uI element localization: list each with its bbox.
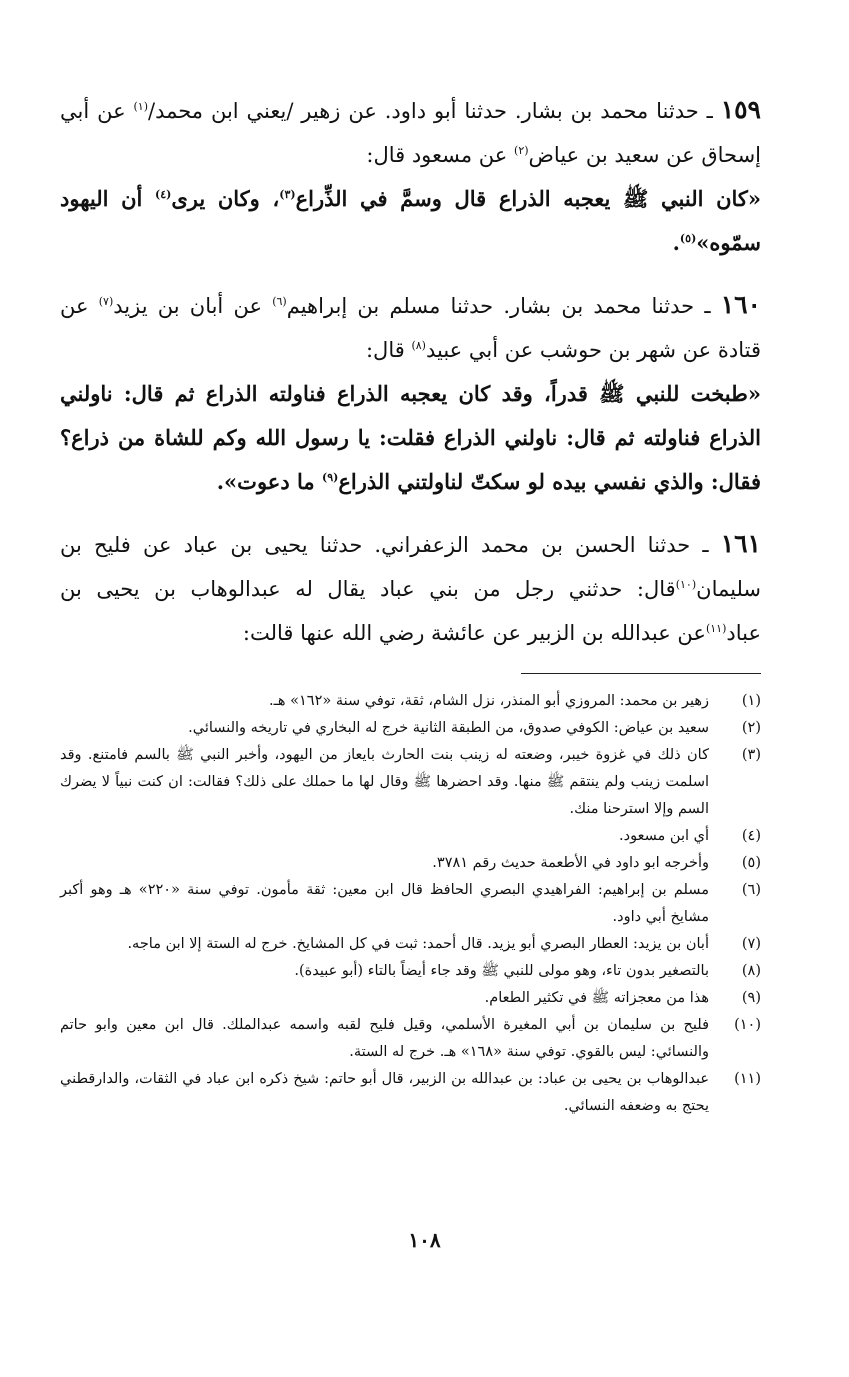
main-text — [60, 88, 761, 655]
footnote — [60, 958, 761, 985]
chain-text: عن أبان بن يزيد — [113, 294, 273, 318]
hadith-161 — [60, 522, 761, 655]
hadith-number: ١٥٩ — [720, 95, 761, 124]
footnote-number: (٧) — [741, 936, 761, 952]
footnote-text: زهير بن محمد: المروزي أبو المنذر، نزل الشام، ثقة، توفي سنة «١٦٢» هـ. — [269, 693, 709, 709]
footnote — [60, 742, 761, 823]
footnote-text: أبان بن يزيد: العطار البصري أبو يزيد. قال أحمد: ثبت في كل المشايخ. خرج له الستة إلا ابن ماجه. — [127, 936, 709, 952]
hadith-matn — [60, 372, 761, 504]
separator: ـ — [690, 533, 721, 557]
footnote-ref: (٢) — [514, 144, 529, 157]
footnote-text: مسلم بن إبراهيم: الفراهيدي البصري الحافظ قال ابن معين: ثقة مأمون. توفي سنة «٢٢٠» هـ وهو أكبر مشايخ أبي داود. — [60, 882, 710, 925]
footnote-number: (٢) — [741, 720, 761, 736]
hadith-number: ١٦٠ — [720, 290, 761, 319]
chain-text: عن قتادة عن شهر بن حوشب عن أبي عبيد — [60, 294, 761, 362]
footnotes — [60, 688, 761, 1120]
footnote-number: (١١) — [734, 1071, 761, 1087]
footnote-text: سعيد بن عياض: الكوفي صدوق، من الطبقة الثانية خرج له البخاري في تاريخه والنسائي. — [188, 720, 709, 736]
chain-text: حدثنا الحسن بن محمد الزعفراني. حدثنا يحيى بن عباد عن فليح بن سليمان — [60, 533, 761, 601]
footnote-ref: (٣) — [279, 188, 296, 201]
footnote — [60, 688, 761, 715]
hadith-chain — [60, 522, 761, 655]
matn-text: أن اليهود سمّوه» — [60, 186, 761, 255]
footnote-text: عبدالوهاب بن يحيى بن عباد: بن عبدالله بن الزبير، قال أبو حاتم: شيخ ذكره ابن عباد في الثقات، والدارقطني يحتج به وضعفه النسائي. — [60, 1071, 709, 1114]
matn-text: «طبخت للنبي ﷺ قدراً، وقد كان يعجبه الذراع فناولته الذراع ثم قال: ناولني الذراع فناولته ثم قال: ناولني الذراع فقلت: يا رسول الله وكم للشاة من ذراع؟ فقال: والذي نفسي بيده لو سكتّ لناولتني الذراع — [60, 381, 761, 494]
chain-text: عن مسعود قال: — [366, 143, 515, 167]
matn-text: «كان النبي ﷺ يعجبه الذراع قال وسمَّ في الذِّراع — [295, 186, 762, 211]
footnote-ref: (٩) — [321, 471, 339, 484]
separator: ـ — [698, 99, 721, 123]
footnote-text: وأخرجه ابو داود في الأطعمة حديث رقم ٣٧٨١. — [432, 855, 709, 871]
footnote-text: فليح بن سليمان بن أبي المغيرة الأسلمي، وقيل فليح لقبه واسمه عبدالملك. قال ابن معين وابو حاتم والنسائي: ليس بالقوي. توفي سنة «١٦٨» هـ. خرج له الستة. — [60, 1017, 709, 1060]
footnote-text: هذا من معجزاته ﷺ في تكثير الطعام. — [484, 990, 709, 1006]
footnote — [60, 823, 761, 850]
matn-text: . — [672, 230, 680, 255]
footnote-text: أي ابن مسعود. — [619, 828, 709, 844]
matn-text: ، وكان يرى — [171, 186, 280, 211]
chain-text: حدثنا محمد بن بشار. حدثنا أبو داود. عن زهير /يعني ابن محمد/ — [148, 99, 699, 123]
footnote — [60, 715, 761, 742]
footnote-ref: (١٠) — [675, 578, 697, 591]
separator: ـ — [694, 294, 721, 318]
hadith-159 — [60, 88, 761, 265]
hadith-number: ١٦١ — [720, 529, 761, 558]
footnote-number: (٩) — [741, 990, 761, 1006]
footnote — [60, 931, 761, 958]
hadith-matn — [60, 177, 761, 265]
footnote-ref: (٤) — [154, 188, 172, 201]
footnote-number: (١) — [741, 693, 761, 709]
footnote — [60, 850, 761, 877]
chain-text: عن أبي إسحاق عن سعيد بن عياض — [60, 99, 761, 167]
footnote-number: (٣) — [741, 747, 761, 763]
hadith-chain — [60, 88, 761, 177]
footnote-ref: (١) — [133, 100, 149, 113]
footnote — [60, 1066, 761, 1120]
chain-text: حدثنا محمد بن بشار. حدثنا مسلم بن إبراهيم — [286, 294, 695, 318]
footnote-ref: (٧) — [98, 295, 114, 308]
footnote — [60, 1012, 761, 1066]
footnote-number: (١٠) — [734, 1017, 761, 1033]
hadith-chain — [60, 283, 761, 372]
chain-text: قال: — [365, 338, 412, 362]
footnote-ref: (٦) — [272, 295, 287, 308]
footnote-ref: (٨) — [411, 339, 426, 352]
footnote-divider — [521, 673, 761, 674]
hadith-160 — [60, 283, 761, 504]
footnote-number: (٨) — [741, 963, 761, 979]
footnote-text: كان ذلك في غزوة خيبر، وضعته له زينب بنت الحارث بايعاز من اليهود، وأخبر النبي ﷺ بالسم فامتنع. وقد اسلمت زينب ولم ينتقم ﷺ منها. وقد احضرها ﷺ وقال لها ما حملك على ذلك؟ فقالت: ان كنت نبياً لا يضرك السم وإلا استرحنا منك. — [60, 747, 709, 817]
page-number: ١٠٨ — [408, 1228, 441, 1252]
footnote — [60, 877, 761, 931]
footnote-number: (٦) — [741, 882, 761, 898]
footnote-number: (٤) — [741, 828, 761, 844]
footnote-number: (٥) — [741, 855, 761, 871]
matn-text: ما دعوت». — [216, 469, 322, 494]
footnote — [60, 985, 761, 1012]
chain-text: قال: حدثني رجل من بني عباد يقال له عبدالوهاب بن يحيى بن عباد — [60, 577, 761, 645]
footnote-ref: (١١) — [705, 622, 727, 635]
chain-text: عن عبدالله بن الزبير عن عائشة رضي الله عنها قالت: — [242, 621, 706, 645]
footnote-ref: (٥) — [679, 232, 697, 245]
footnote-text: بالتصغير بدون تاء، وهو مولى للنبي ﷺ وقد جاء أيضاً بالتاء (أبو عبيدة). — [294, 963, 709, 979]
